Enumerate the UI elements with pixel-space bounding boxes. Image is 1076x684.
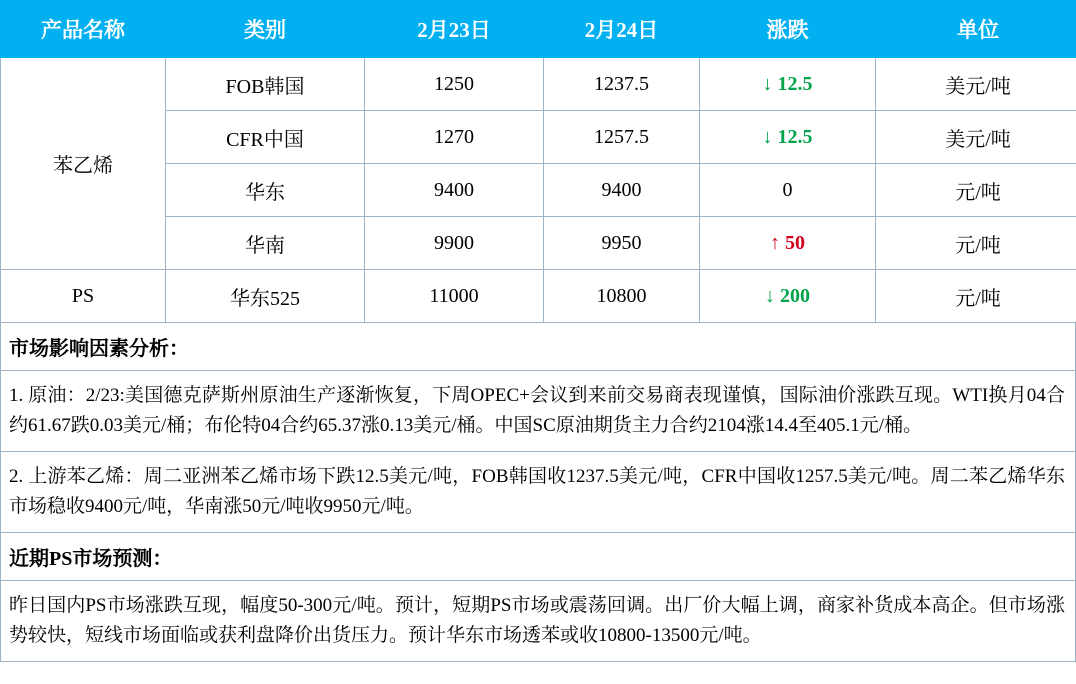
change-value: 200 [780,284,810,307]
cell-change [700,58,876,111]
analysis-title: 市场影响因素分析： [0,323,1076,371]
header-date-1: 2月23日 [365,1,544,58]
cell-unit: 美元/吨 [876,58,1076,111]
cell-price-d1: 9900 [365,217,544,270]
header-category: 类别 [166,1,365,58]
cell-price-d2: 9400 [544,164,700,217]
analysis-item-styrene: 2. 上游苯乙烯：周二亚洲苯乙烯市场下跌12.5美元/吨，FOB韩国收1237.5美元/吨，CFR中国收1257.5美元/吨。周二苯乙烯华东市场稳收9400元/吨，华南涨50元/吨收9950元/吨。 [0,452,1076,533]
cell-unit: 元/吨 [876,270,1076,323]
cell-price-d2: 10800 [544,270,700,323]
cell-unit: 元/吨 [876,164,1076,217]
change-value: 12.5 [777,72,813,95]
cell-price-d1: 1250 [365,58,544,111]
forecast-title: 近期PS市场预测： [0,533,1076,581]
cell-price-d2: 1237.5 [544,58,700,111]
forecast-body: 昨日国内PS市场涨跌互现，幅度50-300元/吨。预计，短期PS市场或震荡回调。出厂价大幅上调，商家补货成本高企。但市场涨势较快，短线市场面临或获利盘降价出货压力。预计华东市场透苯或收10800-13500元/吨。 [0,581,1076,662]
analysis-item-crude-oil: 1. 原油：2/23:美国德克萨斯州原油生产逐渐恢复，下周OPEC+会议到来前交易商表现谨慎，国际油价涨跌互现。WTI换月04合约61.67跌0.03美元/桶；布伦特04合约65.37涨0.13美元/桶。中国SC原油期货主力合约2104涨14.4至405.1元/桶。 [0,371,1076,452]
cell-price-d1: 1270 [365,111,544,164]
cell-category: 华南 [166,217,365,270]
cell-price-d2: 1257.5 [544,111,700,164]
cell-unit: 元/吨 [876,217,1076,270]
table-header-row [1,1,1076,58]
cell-change [700,270,876,323]
change-arrow-down-icon: ↓ [762,72,773,95]
cell-category: CFR中国 [166,111,365,164]
cell-price-d2: 9950 [544,217,700,270]
change-arrow-up-icon: ↑ [770,231,780,254]
cell-price-d1: 9400 [365,164,544,217]
cell-category: FOB韩国 [166,58,365,111]
change-arrow-down-icon: ↓ [762,125,773,148]
table-row [1,270,1076,323]
table-row [1,58,1076,111]
header-unit: 单位 [876,1,1076,58]
cell-change [700,164,876,217]
header-product: 产品名称 [1,1,166,58]
change-arrow-down-icon: ↓ [765,284,775,307]
cell-change [700,111,876,164]
change-value: 0 [782,178,793,201]
change-value: 12.5 [777,125,813,148]
header-change: 涨跌 [700,1,876,58]
cell-product: PS [1,270,166,323]
cell-product: 苯乙烯 [1,58,166,270]
table-header [1,1,1076,58]
header-date-2: 2月24日 [544,1,700,58]
cell-change [700,217,876,270]
cell-category: 华东 [166,164,365,217]
table-body [1,58,1076,323]
change-value: 50 [785,231,805,254]
cell-unit: 美元/吨 [876,111,1076,164]
cell-price-d1: 11000 [365,270,544,323]
cell-category: 华东525 [166,270,365,323]
price-table [0,0,1076,323]
